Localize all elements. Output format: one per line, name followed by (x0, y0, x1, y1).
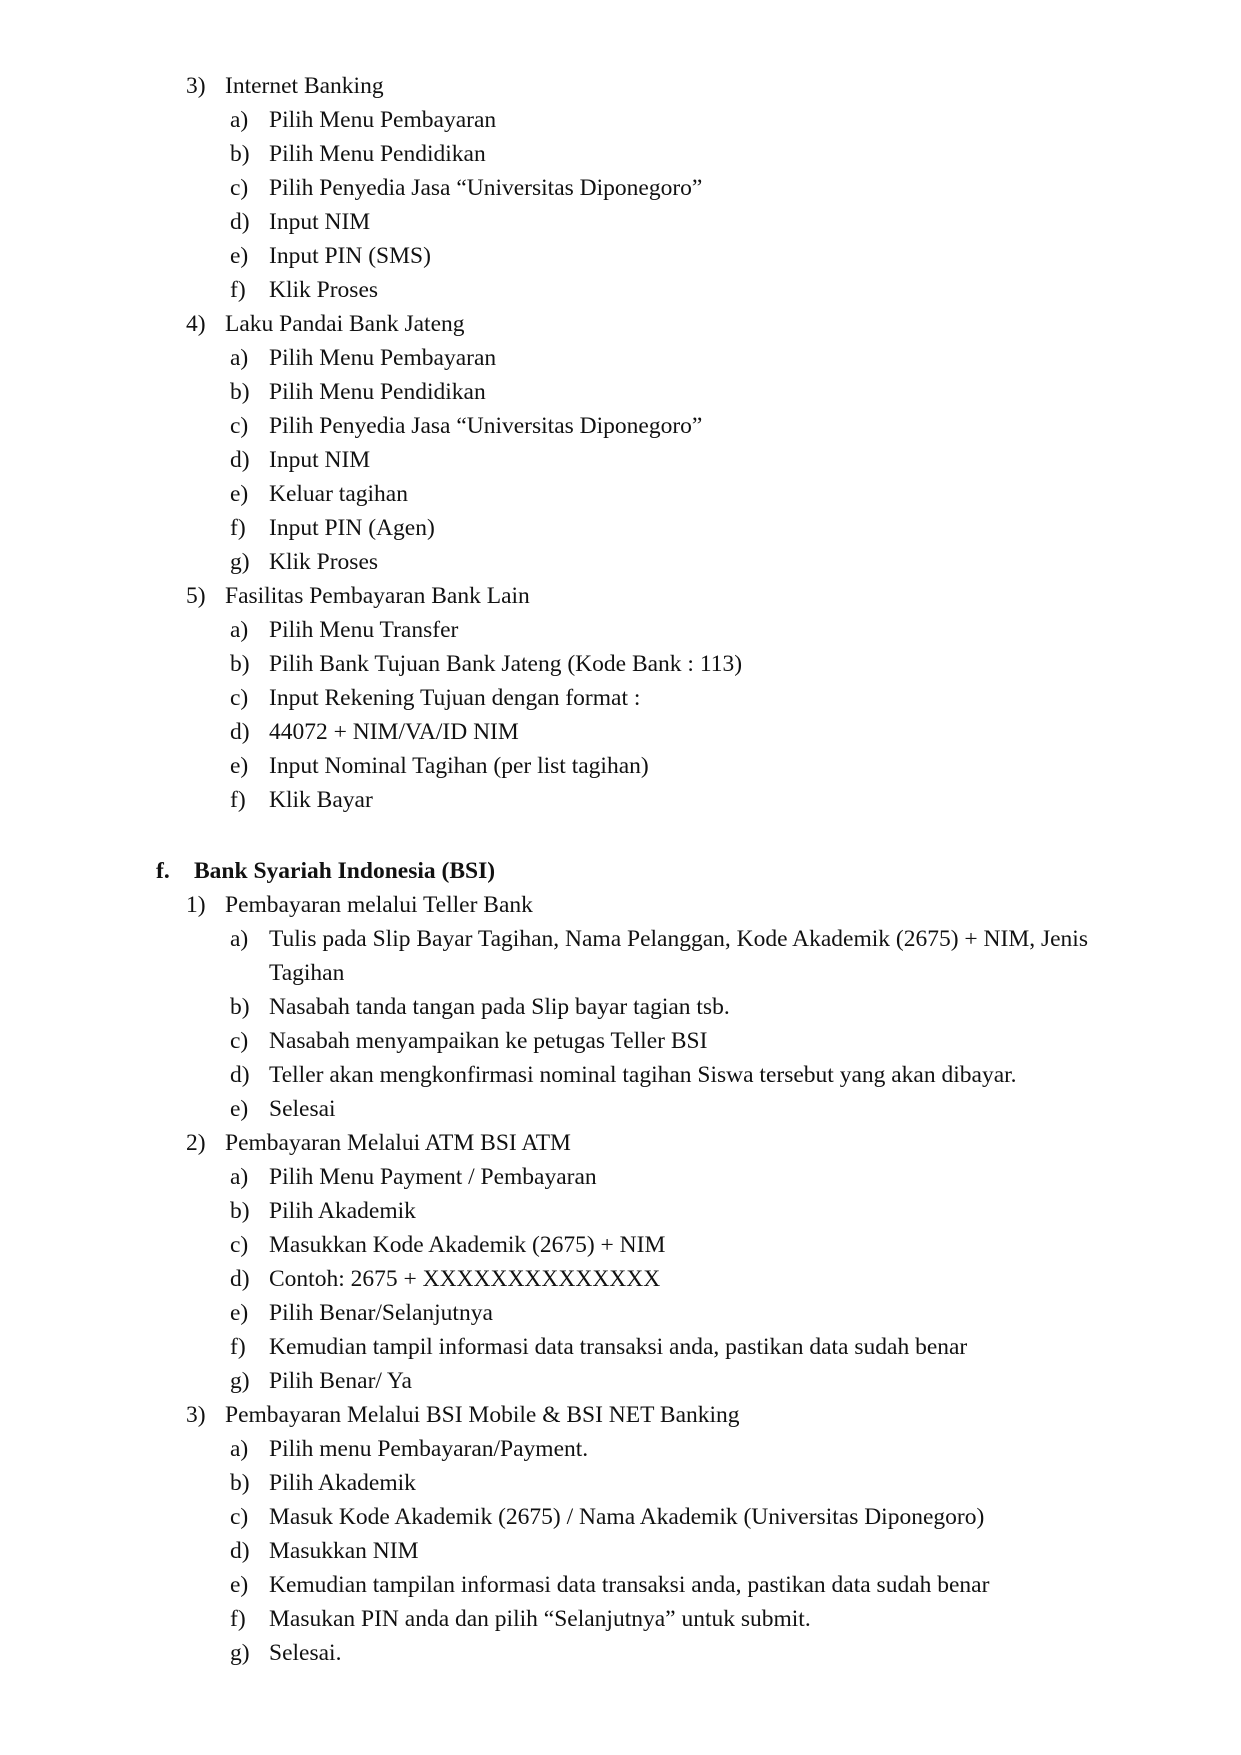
list-heading (186, 309, 465, 339)
list-item (230, 1604, 811, 1634)
list-heading (186, 581, 530, 611)
list-item-text: Pilih Penyedia Jasa “Universitas Diponegoro” (269, 413, 703, 439)
list-item (230, 207, 370, 237)
list-marker: f) (230, 1334, 246, 1360)
list-marker: 3) (186, 1402, 206, 1428)
list-marker: 4) (186, 311, 206, 337)
list-item (230, 173, 702, 203)
section-marker: f. (156, 858, 170, 884)
list-marker: c) (230, 1028, 249, 1054)
list-item-text: Input PIN (Agen) (269, 515, 435, 541)
list-marker: a) (230, 1436, 249, 1462)
list-item-text: Input NIM (269, 447, 371, 473)
list-marker: c) (230, 1504, 249, 1530)
list-marker: g) (230, 1640, 250, 1666)
list-item-text: Masukkan NIM (269, 1538, 419, 1564)
list-marker: 2) (186, 1130, 206, 1156)
list-item (230, 1264, 660, 1294)
list-item-text: Selesai. (269, 1640, 342, 1666)
list-item-text: Pilih Menu Payment / Pembayaran (269, 1164, 597, 1190)
list-item (230, 139, 486, 169)
list-marker: e) (230, 1300, 249, 1326)
list-item (230, 275, 378, 305)
list-marker: b) (230, 994, 250, 1020)
list-heading-text: Fasilitas Pembayaran Bank Lain (225, 583, 530, 609)
list-heading (186, 71, 384, 101)
list-item-text: Pilih Benar/ Ya (269, 1368, 412, 1394)
list-marker: b) (230, 651, 250, 677)
list-marker: e) (230, 753, 249, 779)
list-item-text: Pilih Akademik (269, 1198, 416, 1224)
list-item (230, 513, 435, 543)
list-item (230, 1638, 341, 1668)
list-item (230, 649, 742, 679)
list-item (230, 683, 640, 713)
list-item (230, 1502, 984, 1532)
list-item-text: Pilih Bank Tujuan Bank Jateng (Kode Bank : 113) (269, 651, 743, 677)
list-marker: d) (230, 1266, 250, 1292)
list-marker: c) (230, 1232, 249, 1258)
list-item-continuation-text: Tagihan (269, 960, 345, 986)
list-marker: b) (230, 1198, 250, 1224)
list-item-text: Pilih Menu Transfer (269, 617, 459, 643)
list-marker: f) (230, 787, 246, 813)
list-item (230, 1162, 597, 1192)
list-item-text: Input Nominal Tagihan (per list tagihan) (269, 753, 649, 779)
section-heading (156, 856, 495, 886)
list-heading-text: Pembayaran melalui Teller Bank (225, 892, 533, 918)
list-item-text: Klik Bayar (269, 787, 373, 813)
list-marker: 1) (186, 892, 206, 918)
list-item-text: Pilih Benar/Selanjutnya (269, 1300, 493, 1326)
list-item-text: Tulis pada Slip Bayar Tagihan, Nama Pelanggan, Kode Akademik (2675) + NIM, Jenis (269, 926, 1088, 952)
list-marker: c) (230, 685, 249, 711)
list-item (230, 479, 408, 509)
list-item (230, 1094, 336, 1124)
list-marker: a) (230, 107, 249, 133)
list-marker: a) (230, 345, 249, 371)
list-item-text: Input Rekening Tujuan dengan format : (269, 685, 641, 711)
list-item (230, 343, 496, 373)
list-item (230, 751, 649, 781)
list-item (230, 717, 519, 747)
list-item-text: Nasabah tanda tangan pada Slip bayar tagian tsb. (269, 994, 730, 1020)
list-item (230, 1196, 416, 1226)
list-heading-text: Internet Banking (225, 73, 384, 99)
list-item (230, 1026, 707, 1056)
list-marker: f) (230, 277, 246, 303)
section-heading-text: Bank Syariah Indonesia (BSI) (194, 858, 496, 884)
list-item (230, 1060, 1017, 1090)
list-item (230, 924, 1088, 954)
list-item-text: Contoh: 2675 + XXXXXXXXXXXXXX (269, 1266, 661, 1292)
list-marker: b) (230, 379, 250, 405)
list-heading-text: Pembayaran Melalui ATM BSI ATM (225, 1130, 571, 1156)
list-marker: a) (230, 617, 249, 643)
list-item (230, 1332, 967, 1362)
list-item (230, 1230, 665, 1260)
list-item-text: Input PIN (SMS) (269, 243, 431, 269)
list-item-text: Pilih Menu Pendidikan (269, 141, 486, 167)
list-item-text: Pilih Menu Pembayaran (269, 107, 497, 133)
list-marker: d) (230, 447, 250, 473)
list-item (230, 1468, 416, 1498)
list-item (230, 445, 370, 475)
list-item (230, 1298, 493, 1328)
list-item (230, 1536, 418, 1566)
list-item (230, 1570, 989, 1600)
list-heading (186, 1128, 571, 1158)
list-marker: f) (230, 1606, 246, 1632)
list-item (230, 615, 458, 645)
list-item-text: Pilih Menu Pembayaran (269, 345, 497, 371)
list-item (230, 785, 373, 815)
list-item (230, 992, 730, 1022)
list-marker: d) (230, 1538, 250, 1564)
list-marker: e) (230, 481, 249, 507)
list-heading (186, 1400, 740, 1430)
list-item-text: Pilih Akademik (269, 1470, 416, 1496)
list-item (230, 105, 496, 135)
list-heading-text: Pembayaran Melalui BSI Mobile & BSI NET Banking (225, 1402, 740, 1428)
list-item-text: Masukan PIN anda dan pilih “Selanjutnya” untuk submit. (269, 1606, 811, 1632)
list-item (230, 1434, 588, 1464)
list-item-text: Klik Proses (269, 277, 379, 303)
list-item-text: Input NIM (269, 209, 371, 235)
list-marker: a) (230, 926, 249, 952)
list-marker: b) (230, 1470, 250, 1496)
list-marker: 5) (186, 583, 206, 609)
list-item-text: Kemudian tampil informasi data transaksi anda, pastikan data sudah benar (269, 1334, 968, 1360)
list-item-text: Masukkan Kode Akademik (2675) + NIM (269, 1232, 666, 1258)
list-marker: d) (230, 209, 250, 235)
list-marker: e) (230, 243, 249, 269)
list-item-text: Klik Proses (269, 549, 379, 575)
list-heading-text: Laku Pandai Bank Jateng (225, 311, 465, 337)
list-marker: g) (230, 549, 250, 575)
list-marker: 3) (186, 73, 206, 99)
list-marker: c) (230, 413, 249, 439)
list-item-text: 44072 + NIM/VA/ID NIM (269, 719, 519, 745)
list-item-text: Pilih Menu Pendidikan (269, 379, 486, 405)
list-marker: d) (230, 1062, 250, 1088)
list-item-continuation (269, 958, 344, 988)
list-marker: a) (230, 1164, 249, 1190)
list-item (230, 241, 431, 271)
list-item-text: Pilih menu Pembayaran/Payment. (269, 1436, 589, 1462)
list-item (230, 547, 378, 577)
list-marker: e) (230, 1572, 249, 1598)
list-marker: d) (230, 719, 250, 745)
list-heading (186, 890, 533, 920)
list-marker: f) (230, 515, 246, 541)
list-item-text: Masuk Kode Akademik (2675) / Nama Akademik (Universitas Diponegoro) (269, 1504, 985, 1530)
list-item (230, 1366, 412, 1396)
list-item-text: Selesai (269, 1096, 336, 1122)
list-marker: e) (230, 1096, 249, 1122)
list-item-text: Kemudian tampilan informasi data transaksi anda, pastikan data sudah benar (269, 1572, 990, 1598)
list-item (230, 411, 702, 441)
list-marker: g) (230, 1368, 250, 1394)
list-marker: b) (230, 141, 250, 167)
list-item-text: Nasabah menyampaikan ke petugas Teller BSI (269, 1028, 708, 1054)
list-item (230, 377, 486, 407)
list-item-text: Keluar tagihan (269, 481, 408, 507)
list-item-text: Pilih Penyedia Jasa “Universitas Diponegoro” (269, 175, 703, 201)
list-item-text: Teller akan mengkonfirmasi nominal tagihan Siswa tersebut yang akan dibayar. (269, 1062, 1017, 1088)
list-marker: c) (230, 175, 249, 201)
